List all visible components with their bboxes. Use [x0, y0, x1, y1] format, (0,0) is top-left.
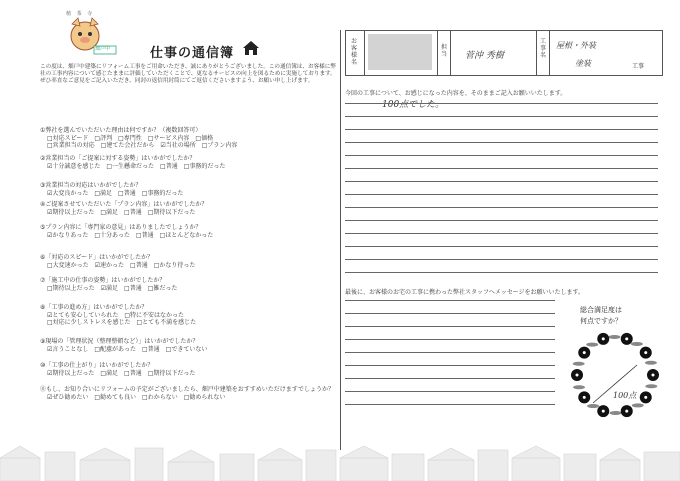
- wreath-leaf: [586, 343, 598, 347]
- ruled-line: [345, 116, 658, 117]
- question-options[interactable]: ☑ぜひ勧めたい □勧めても良い □わからない □勧められない: [47, 393, 226, 401]
- question-1: [40, 127, 335, 150]
- question-title: ⑧「工事の進め方」はいかがでしたか？: [40, 304, 148, 311]
- wreath-flower-center: [644, 396, 647, 399]
- question-10: [40, 362, 335, 377]
- wreath-flower-center: [602, 337, 605, 340]
- wreath-leaf: [632, 403, 644, 407]
- ruled-line: [345, 326, 555, 327]
- center-divider: [340, 30, 341, 450]
- wreath-leaf: [573, 362, 585, 366]
- mascot-label: 畑戸中: [95, 46, 111, 52]
- question-4: [40, 201, 335, 216]
- question-options[interactable]: ☑かなりあった □十分あった □普通 □ほとんどなかった: [47, 231, 214, 239]
- ruled-line: [345, 168, 658, 169]
- score-label-2: 何点ですか？: [580, 317, 622, 325]
- ruled-line: [345, 404, 555, 405]
- wreath-leaf: [608, 335, 620, 339]
- ruled-line: [345, 103, 658, 104]
- question-title: ③営業担当の対応はいかがでしたか？: [40, 182, 142, 189]
- question-7: [40, 277, 335, 292]
- question-11: [40, 386, 335, 401]
- ruled-line: [345, 378, 555, 379]
- question-title: ⑨現場の「管理状況（整理整頓など）」はいかがでしたか？: [40, 338, 199, 345]
- ruled-line: [345, 259, 658, 260]
- ruled-line: [345, 129, 658, 130]
- question-title: ②営業担当の「ご提案に対する姿勢」はいかがでしたか？: [40, 155, 196, 162]
- ruled-line: [345, 155, 658, 156]
- question-options[interactable]: □対応スピード □評判 □専門性 □サービス内容 □価格: [47, 134, 214, 142]
- work-name-line2: 塗装: [575, 59, 591, 68]
- wreath-leaf: [645, 384, 657, 388]
- ruled-line: [345, 365, 555, 366]
- wreath-flower-center: [644, 351, 647, 354]
- score-wreath: [565, 325, 665, 425]
- comment-prompt: 今回の工事について、お感じになった内容を、そのままご記入お願いいたします。: [345, 90, 567, 97]
- wreath-flower-center: [625, 410, 628, 413]
- ruled-line: [345, 181, 658, 182]
- staff-label: 担当: [440, 44, 447, 58]
- question-title: ④ご提案させていただいた「プラン内容」はいかがでしたか？: [40, 201, 208, 208]
- wreath-flower-center: [625, 337, 628, 340]
- page-title: 仕事の通信簿: [150, 46, 235, 61]
- wreath-flower-center: [576, 374, 579, 377]
- wreath-flower-center: [583, 351, 586, 354]
- wreath-flower-center: [602, 410, 605, 413]
- question-2: [40, 155, 335, 170]
- town-skyline-illustration: [0, 438, 680, 481]
- ruled-line: [345, 142, 658, 143]
- ruled-line: [345, 246, 658, 247]
- wreath-flower-center: [652, 374, 655, 377]
- score-value: 100点: [613, 391, 637, 400]
- work-name-line1: 屋根・外装: [556, 41, 596, 50]
- ruled-line: [345, 339, 555, 340]
- ruled-line: [345, 300, 555, 301]
- score-label-1: 総合満足度は: [580, 306, 622, 314]
- question-options[interactable]: ☑大変良かった □満足 □普通 □事務的だった: [47, 189, 184, 197]
- wreath-leaf: [573, 385, 585, 389]
- question-options[interactable]: □大変速かった ☑速かった □普通 □かなり待った: [47, 261, 196, 269]
- wreath-flower-center: [583, 396, 586, 399]
- question-options[interactable]: ☑とても安心していられた □特に不安はなかった: [47, 311, 185, 319]
- question-8: [40, 304, 335, 327]
- wreath-leaf: [587, 404, 599, 408]
- question-6: [40, 254, 335, 269]
- staff-message-prompt: 最後に、お客様のお宅の工事に携わった弊社スタッフへメッセージをお願いいたします。: [345, 289, 584, 296]
- question-options[interactable]: ☑十分誠意を感じた □一生懸命だった □普通 □事務的だった: [47, 162, 226, 170]
- ruled-line: [345, 313, 555, 314]
- question-options[interactable]: ☑期待以上だった □満足 □普通 □期待以下だった: [47, 369, 196, 377]
- question-3: [40, 182, 335, 197]
- question-title: ⑦「施工中の仕事の姿勢」はいかがでしたか？: [40, 277, 166, 284]
- ruled-line: [345, 220, 658, 221]
- question-title: ⑩「工事の仕上がり」はいかがでしたか？: [40, 362, 154, 369]
- question-title: ⑪もし、お知り合いにリフォームの予定がございましたら、畑戸中建築をおすすめいただけますでしょうか？: [40, 386, 334, 393]
- ruled-line: [345, 352, 555, 353]
- intro-text: この度は、畑戸中建築にリフォーム工事をご用命いただき、誠にありがとうございました。この通信簿は、お客様に弊社の工事内容について感じたままに評価していただくことで、更なるサービスの向上を図るために実施しております。ぜひ率直なご意見をご記入いただき、同封の返信用封筒にてご返信くださいますよう、お願い申し上げます。: [40, 64, 336, 84]
- staff-name: 菅沖 秀樹: [465, 51, 504, 61]
- question-title: ⑥「対応のスピード」はいかがでしたか？: [40, 254, 154, 261]
- question-title: ⑤プラン内容に「専門家の意見」はありましたでしょうか？: [40, 224, 202, 231]
- question-options[interactable]: □営業担当の対応 □建てた会社だから ☑当社の場所 □プラン内容: [47, 142, 238, 149]
- ruled-line: [345, 194, 658, 195]
- question-5: [40, 224, 335, 239]
- question-options[interactable]: □期待以上だった ☑満足 □普通 □雑だった: [47, 284, 178, 292]
- question-options[interactable]: ☑言うことなし □配慮があった □普通 □できていない: [47, 345, 208, 353]
- work-label: 工事名: [539, 38, 546, 59]
- comment-text: 100点でした。: [382, 100, 445, 110]
- question-9: [40, 338, 335, 353]
- mascot-sign-text: 植 茶 寺: [66, 11, 95, 17]
- ruled-line: [345, 391, 555, 392]
- question-title: ①弊社を選んでいただいた理由は何ですか？（複数回答可）: [40, 127, 202, 134]
- ruled-line: [345, 233, 658, 234]
- wreath-leaf: [610, 411, 622, 415]
- ruled-line: [345, 272, 658, 273]
- wreath-leaf: [631, 342, 643, 346]
- house-icon: [242, 40, 260, 56]
- question-options[interactable]: □対応に少しストレスを感じた □とても不満を感じた: [47, 319, 197, 326]
- work-suffix: 工事: [632, 63, 645, 70]
- question-options[interactable]: ☑期待以上だった □満足 □普通 □期待以下だった: [47, 208, 196, 216]
- wreath-leaf: [645, 361, 657, 365]
- customer-label: お客様名: [350, 38, 357, 66]
- ruled-line: [345, 207, 658, 208]
- customer-name-redaction: [368, 34, 432, 70]
